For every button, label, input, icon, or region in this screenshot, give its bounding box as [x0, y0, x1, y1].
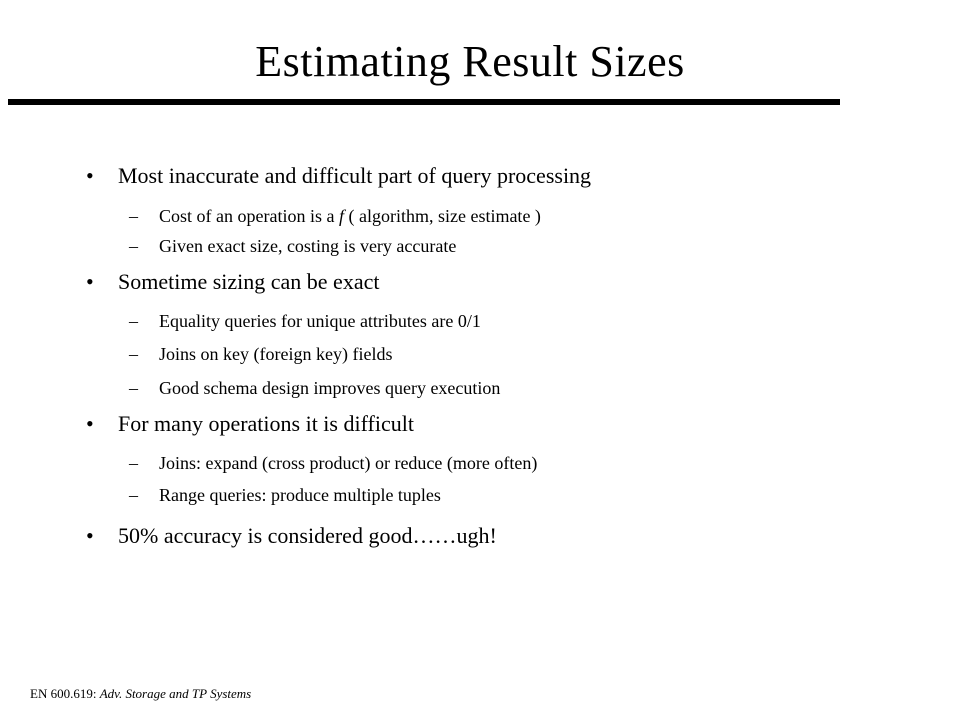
sub-bullet-item — [129, 377, 501, 399]
dash-marker: – — [129, 311, 138, 331]
dash-marker: – — [129, 453, 138, 473]
sub-bullet-item — [129, 205, 541, 227]
bullet-item — [86, 163, 592, 189]
slide-title: Estimating Result Sizes — [255, 37, 685, 86]
bullet-marker: • — [86, 411, 94, 436]
sub-bullet-text-pre: Cost of an operation is a — [159, 206, 339, 226]
dash-marker: – — [129, 206, 138, 226]
slide-footer — [30, 686, 251, 702]
sub-bullet-item — [129, 452, 538, 474]
footer-course: EN 600.619: — [30, 686, 97, 701]
sub-bullet-text: Joins on key (foreign key) fields — [159, 344, 393, 364]
sub-bullet-text: Given exact size, costing is very accurate — [159, 236, 457, 256]
bullet-text: Most inaccurate and difficult part of query processing — [118, 163, 592, 188]
dash-marker: – — [129, 344, 138, 364]
bullet-item — [86, 411, 414, 437]
sub-bullet-item — [129, 310, 481, 332]
sub-bullet-text: Range queries: produce multiple tuples — [159, 485, 441, 505]
sub-bullet-text-post: ( algorithm, size estimate ) — [343, 206, 541, 226]
function-symbol: f — [338, 206, 344, 226]
dash-marker: – — [129, 236, 138, 256]
sub-bullet-text: Joins: expand (cross product) or reduce (more often) — [159, 453, 538, 473]
bullet-marker: • — [86, 269, 94, 294]
sub-bullet-item — [129, 484, 441, 506]
sub-bullet-item — [129, 343, 393, 365]
bullet-text: 50% accuracy is considered good……ugh! — [118, 523, 497, 548]
bullet-marker: • — [86, 523, 94, 548]
bullet-text: For many operations it is difficult — [118, 411, 414, 436]
sub-bullet-text: Equality queries for unique attributes are 0/1 — [159, 311, 481, 331]
bullet-item — [86, 523, 497, 549]
bullet-item — [86, 269, 380, 295]
bullet-marker: • — [86, 163, 94, 188]
sub-bullet-item — [129, 235, 457, 257]
sub-bullet-text: Good schema design improves query execution — [159, 378, 501, 398]
footer-subtitle: Adv. Storage and TP Systems — [99, 686, 252, 701]
bullet-text: Sometime sizing can be exact — [118, 269, 380, 294]
dash-marker: – — [129, 378, 138, 398]
dash-marker: – — [129, 485, 138, 505]
